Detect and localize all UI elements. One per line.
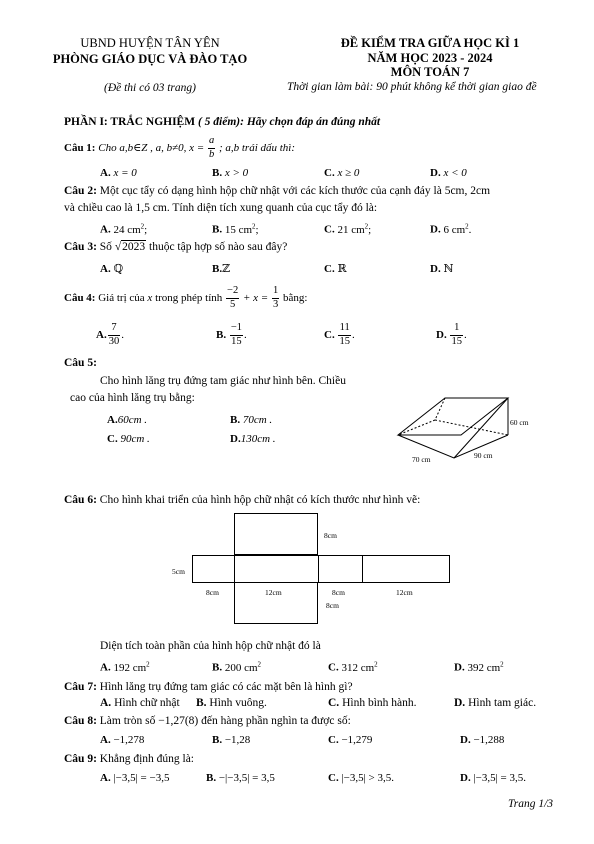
question-text: Làm tròn số −1,27(8) đến hàng phần nghìn ta được số:: [99, 715, 351, 727]
answer-option[interactable]: x = 0: [113, 167, 137, 179]
answer-option[interactable]: −1,28: [224, 734, 251, 746]
question-text: thuộc tập hợp số nào sau đây?: [149, 241, 288, 253]
section-instruction: : Hãy chọn đáp án đúng nhất: [240, 116, 381, 128]
net-label: 8cm: [324, 531, 337, 540]
net-top-face: [234, 513, 318, 555]
question-3: [64, 241, 287, 253]
question-6: [64, 494, 420, 506]
section-points: ( 5 điểm): [197, 116, 241, 128]
net-label: 8cm: [332, 588, 345, 597]
question-text: ; a,b trái dấu thì:: [218, 142, 296, 154]
answer-option[interactable]: Hình bình hành.: [342, 697, 417, 709]
question-9: [64, 753, 194, 765]
prism-label-height: 60 cm: [510, 418, 529, 427]
question-text: trong phép tính: [155, 292, 223, 304]
answer-option[interactable]: x ≥ 0: [337, 167, 360, 179]
question-label: Câu 9:: [64, 753, 97, 765]
answer-option[interactable]: −1,278: [113, 734, 145, 746]
question-1: [64, 134, 295, 162]
question-label: Câu 4:: [64, 292, 96, 304]
fraction: $\frac{a}{b}$: [208, 135, 215, 160]
net-middle-row: [192, 555, 450, 583]
office-name: PHÒNG GIÁO DỤC VÀ ĐÀO TẠO: [52, 52, 248, 66]
answer-option[interactable]: x < 0: [443, 167, 467, 179]
answer-option[interactable]: 90cm .: [120, 433, 150, 445]
answer-option[interactable]: Hình tam giác.: [468, 697, 537, 709]
answer-option[interactable]: $\frac{7}{30}$: [108, 322, 120, 347]
net-divider-3: [362, 555, 363, 583]
section-title: [64, 116, 380, 128]
question-label: Câu 5:: [64, 357, 97, 369]
subject: MÔN TOÁN 7: [390, 65, 470, 79]
question-7: [64, 681, 353, 693]
school-year: NĂM HỌC 2023 - 2024: [367, 51, 493, 65]
question-2-line2: và chiều cao là 1,5 cm. Tính diện tích xung quanh của cục tẩy đó là:: [64, 202, 378, 214]
question-8: [64, 715, 351, 727]
prism-label-bottom: 70 cm: [412, 455, 431, 464]
answer-option[interactable]: 392 $cm^2$: [467, 660, 504, 674]
answer-option[interactable]: 21 $cm^2$;: [337, 222, 372, 236]
question-label: Câu 6:: [64, 494, 97, 506]
question-label: Câu 8:: [64, 715, 97, 727]
square-root: √2023: [114, 241, 146, 253]
question-text: Cho hình khai triển của hình hộp chữ nhật có kích thước như hình vẽ:: [99, 494, 421, 506]
answer-option[interactable]: ℕ: [443, 263, 454, 275]
question-text: Cho hình lăng trụ đứng tam giác như hình bên. Chiều: [100, 375, 346, 387]
prism-label-side: 90 cm: [474, 451, 493, 460]
question-text: Giá trị của: [98, 292, 145, 304]
net-divider-2: [318, 555, 319, 583]
section-label: PHẦN I: TRẮC NGHIỆM: [64, 116, 196, 128]
fraction: $\frac{1}{3}$: [272, 285, 279, 310]
answer-option[interactable]: 130cm .: [240, 433, 276, 445]
exam-title: ĐỀ KIỂM TRA GIỮA HỌC KÌ 1: [340, 36, 520, 50]
answer-option[interactable]: 24 $cm^2$;: [113, 222, 148, 236]
answer-option[interactable]: −1,288: [473, 734, 505, 746]
time-note: Thời gian làm bài: 90 phút không kể thời gian giao đề: [287, 81, 537, 93]
q4-options: A. $\frac{7}{30}$ . B. $\frac{-1}{15}$ . C. $\frac{11}{15}$ . D. $\frac{1}{15}$ .: [96, 322, 467, 347]
question-label: Câu 7:: [64, 681, 97, 693]
answer-option[interactable]: |−3,5| = 3,5.: [473, 772, 527, 784]
page-count-note: (Đề thi có 03 trang): [104, 82, 196, 94]
page-number: Trang 1/3: [508, 798, 554, 810]
answer-option[interactable]: Hình vuông.: [209, 697, 267, 709]
answer-option[interactable]: −|−3,5| = 3,5: [218, 772, 275, 784]
net-label: 5cm: [172, 567, 185, 576]
net-label: 12cm: [396, 588, 413, 597]
question-4: Câu 4: Giá trị của x trong phép tính $\frac{-2}{5}$ + x = $\frac{1}{3}$ bằng:: [64, 285, 308, 310]
answer-option[interactable]: $\frac{11}{15}$: [339, 322, 350, 347]
question-text: cao của hình lăng trụ bằng:: [70, 392, 195, 404]
answer-option[interactable]: 15 $cm^2$;: [224, 222, 259, 236]
answer-option[interactable]: 70cm .: [242, 414, 273, 426]
net-label: 8cm: [206, 588, 219, 597]
answer-option[interactable]: x > 0: [224, 167, 249, 179]
answer-option[interactable]: $\frac{1}{15}$: [451, 322, 462, 347]
net-label: 8cm: [326, 601, 339, 610]
answer-option[interactable]: ℝ: [337, 263, 347, 275]
answer-option[interactable]: 200 $cm^2$: [224, 660, 262, 674]
fraction: $\frac{-2}{5}$: [227, 285, 239, 310]
question-label: Câu 1:: [64, 142, 96, 154]
question-label: Câu 3:: [64, 241, 97, 253]
net-divider-1: [234, 555, 235, 583]
question-label: Câu 2:: [64, 185, 97, 197]
department-name: UBND HUYỆN TÂN YÊN: [80, 36, 220, 50]
question-text: Cho a,b∈Z , a, b≠0, x =: [98, 142, 205, 154]
question-text: Một cục tẩy có dạng hình hộp chữ nhật với các kích thước của cạnh đáy là 5cm, 2cm: [99, 185, 491, 197]
question-text: Số: [99, 241, 112, 253]
answer-option[interactable]: Hình chữ nhật: [114, 697, 180, 709]
answer-option[interactable]: ℚ: [113, 263, 124, 275]
question-text: Diện tích toàn phần của hình hộp chữ nhật đó là: [100, 640, 321, 652]
answer-option[interactable]: 60cm .: [117, 414, 148, 426]
answer-option[interactable]: ℤ: [222, 263, 231, 275]
answer-option[interactable]: 192 $cm^2$: [113, 660, 150, 674]
answer-option[interactable]: 312 $cm^2$: [341, 660, 378, 674]
question-text: Khẳng định đúng là:: [99, 753, 195, 765]
question-2: [64, 185, 490, 197]
answer-option[interactable]: |−3,5| = −3,5: [113, 772, 170, 784]
question-text: Hình lăng trụ đứng tam giác có các mặt bên là hình gì?: [99, 681, 353, 693]
answer-option[interactable]: −1,279: [341, 734, 373, 746]
net-label: 12cm: [265, 588, 282, 597]
answer-option[interactable]: 6 $cm^2$.: [443, 222, 472, 236]
answer-option[interactable]: |−3,5| > 3,5.: [341, 772, 395, 784]
answer-option[interactable]: $\frac{-1}{15}$: [230, 322, 243, 347]
